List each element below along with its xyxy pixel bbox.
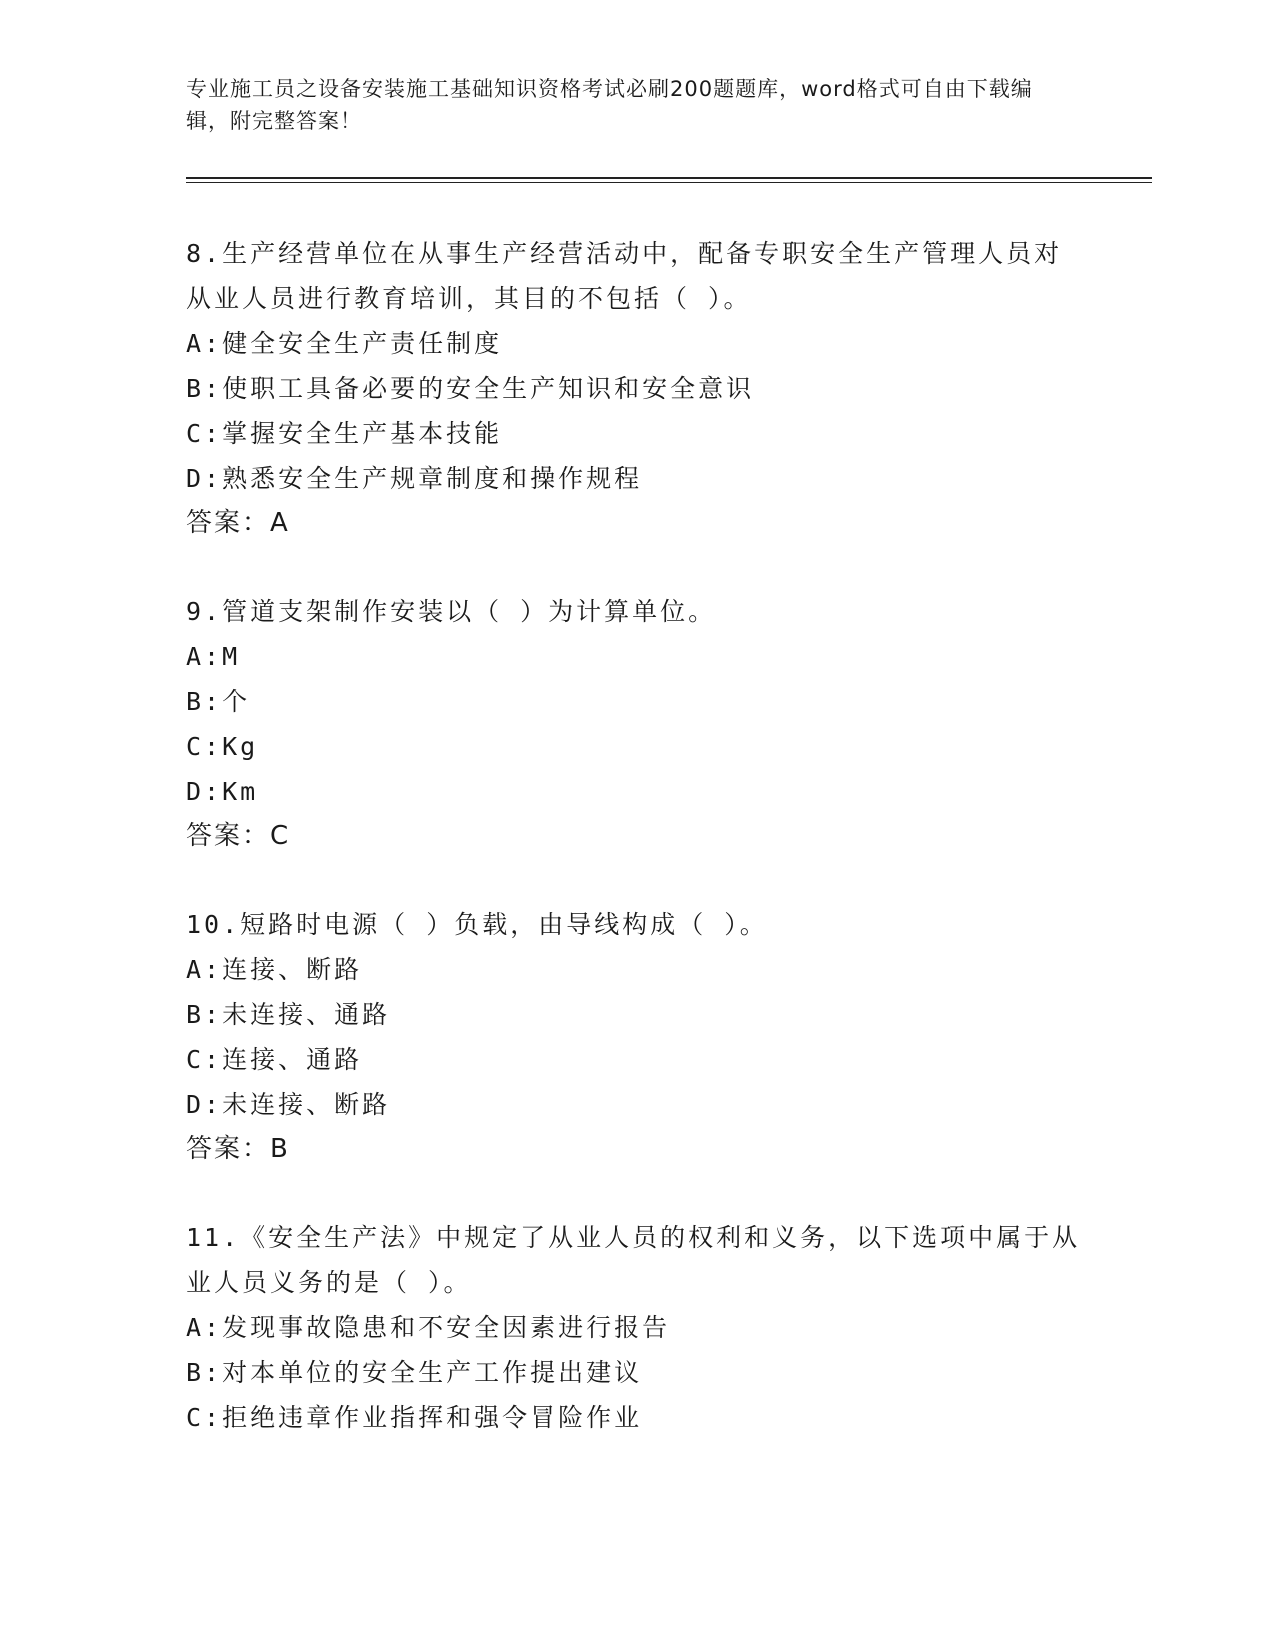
header-divider-thin <box>186 182 1152 183</box>
option-text: 对本单位的安全生产工作提出建议 <box>222 1358 643 1387</box>
question-block <box>186 231 1086 546</box>
answer-option <box>186 1082 1086 1127</box>
option-text: Km <box>222 777 259 806</box>
answer-option <box>186 366 1086 411</box>
answer-option <box>186 634 1086 679</box>
option-letter: B: <box>186 1000 223 1029</box>
option-letter: C: <box>186 419 223 448</box>
question-block <box>186 1215 1086 1440</box>
option-letter: A: <box>186 329 223 358</box>
question-stem: 10.短路时电源（ ）负载，由导线构成（ ）。 <box>186 910 768 939</box>
option-letter: B: <box>186 1358 223 1387</box>
option-text: 拒绝违章作业指挥和强令冒险作业 <box>222 1403 643 1432</box>
header-divider-thick <box>186 177 1152 179</box>
option-text: 未连接、断路 <box>222 1090 391 1119</box>
option-letter: D: <box>186 464 223 493</box>
answer-key: 答案：B <box>186 1134 290 1164</box>
question-stem: 8.生产经营单位在从事生产经营活动中，配备专职安全生产管理人员对从业人员进行教育培训，其目的不包括（ ）。 <box>186 239 1063 313</box>
answer-option <box>186 947 1086 992</box>
answer-option <box>186 1350 1086 1395</box>
answer-option <box>186 1305 1086 1350</box>
question-block <box>186 589 1086 859</box>
option-text: 个 <box>222 687 251 716</box>
option-text: 未连接、通路 <box>222 1000 391 1029</box>
option-letter: C: <box>186 1045 223 1074</box>
option-letter: A: <box>186 1313 223 1342</box>
answer-option <box>186 411 1086 456</box>
question-block <box>186 902 1086 1172</box>
answer-option <box>186 1395 1086 1440</box>
option-text: Kg <box>222 732 259 761</box>
question-stem: 9.管道支架制作安装以（ ）为计算单位。 <box>186 597 717 626</box>
answer-option <box>186 679 1086 724</box>
option-letter: A: <box>186 642 223 671</box>
answer-key: 答案：A <box>186 508 290 538</box>
question-stem: 11.《安全生产法》中规定了从业人员的权利和义务，以下选项中属于从业人员义务的是（ ）。 <box>186 1223 1081 1297</box>
option-letter: B: <box>186 687 223 716</box>
option-letter: C: <box>186 732 223 761</box>
answer-option <box>186 456 1086 501</box>
option-text: M <box>222 642 241 671</box>
option-letter: D: <box>186 777 223 806</box>
question-list <box>186 231 1086 1483</box>
option-text: 熟悉安全生产规章制度和操作规程 <box>222 464 643 493</box>
option-text: 连接、通路 <box>222 1045 363 1074</box>
document-header: 专业施工员之设备安装施工基础知识资格考试必刷200题题库，word格式可自由下载编辑，附完整答案！ <box>186 77 1033 133</box>
option-text: 掌握安全生产基本技能 <box>222 419 503 448</box>
answer-option <box>186 992 1086 1037</box>
option-letter: C: <box>186 1403 223 1432</box>
answer-option <box>186 724 1086 769</box>
option-letter: A: <box>186 955 223 984</box>
option-text: 连接、断路 <box>222 955 363 984</box>
answer-option <box>186 321 1086 366</box>
option-text: 健全安全生产责任制度 <box>222 329 503 358</box>
answer-key: 答案：C <box>186 821 291 851</box>
answer-option <box>186 1037 1086 1082</box>
option-text: 使职工具备必要的安全生产知识和安全意识 <box>222 374 755 403</box>
option-letter: B: <box>186 374 223 403</box>
option-letter: D: <box>186 1090 223 1119</box>
option-text: 发现事故隐患和不安全因素进行报告 <box>222 1313 671 1342</box>
answer-option <box>186 769 1086 814</box>
